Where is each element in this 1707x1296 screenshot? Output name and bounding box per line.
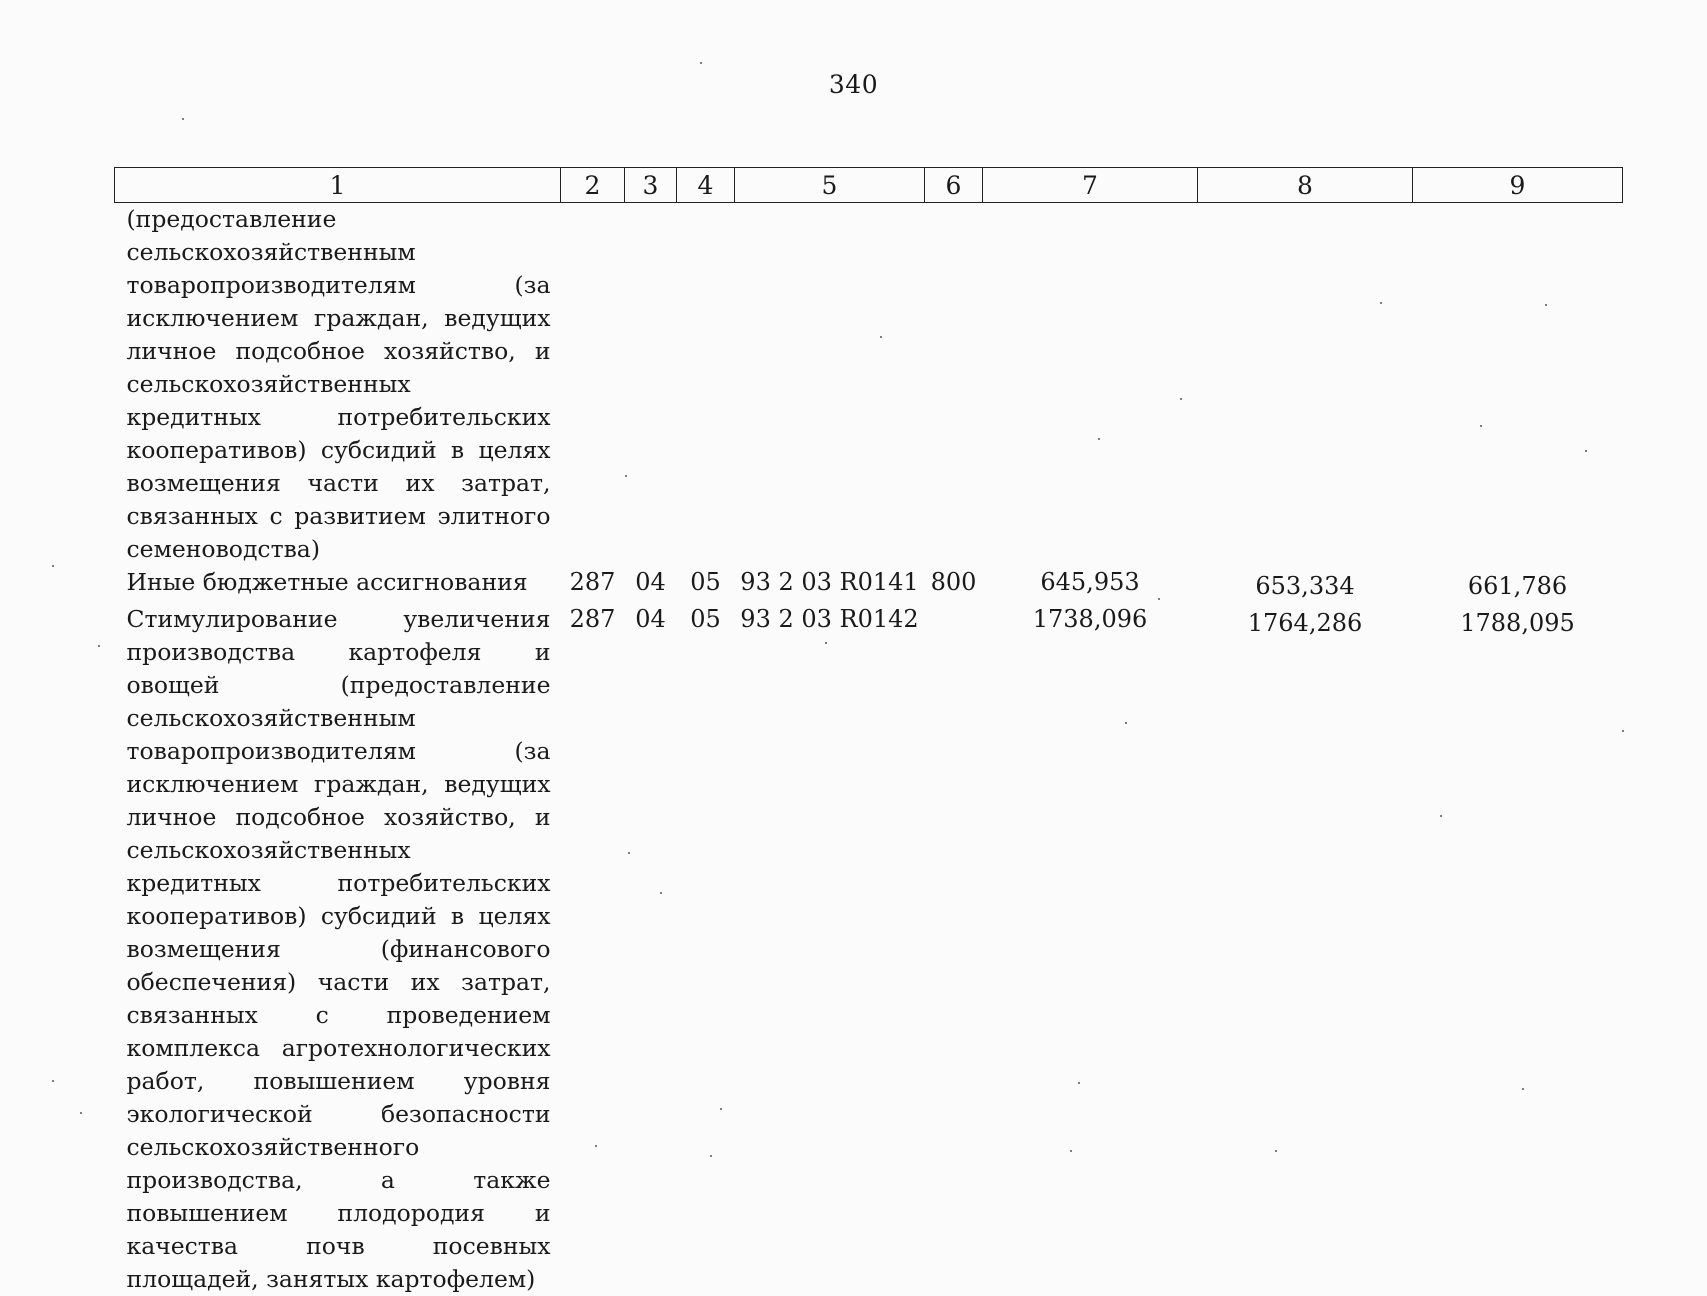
cell-col5: 93 2 03 R0141: [740, 568, 919, 596]
scan-speck: [1070, 1150, 1072, 1152]
cell-col3: 04: [635, 568, 666, 596]
scan-speck: [628, 852, 630, 854]
cell-col8: 653,334: [1255, 572, 1355, 600]
row-description: Стимулирование увеличения производства картофеля и овощей (предоставление сельскохозяйственным товаропроизводителям (за исключением граждан, ведущих личное подсобное хозяйство, и сельскохозяйственных кредитных потребительских кооперативов) субсидий в целях возмещения (финансового обеспечения) части их затрат, связанных с проведением комплекса агротехнологических работ, повышением уровня экологической безопасности сельскохозяйственного производства, а также повышением плодородия и качества почв посевных площадей, занятых картофелем): [126, 605, 551, 1293]
scan-speck: [625, 475, 627, 477]
table-row: [115, 203, 1623, 567]
cell-col2: [561, 203, 625, 567]
cell-col3: 04: [635, 605, 666, 633]
column-header: 3: [625, 168, 677, 203]
cell-col6: [925, 603, 983, 1296]
scan-speck: [52, 565, 54, 567]
scan-speck: [1078, 1082, 1080, 1084]
cell-col7: 1738,096: [1032, 605, 1148, 633]
cell-col3: [625, 203, 677, 567]
table-header-row: [115, 168, 1623, 203]
scan-speck: [710, 1155, 712, 1157]
scan-speck: [1440, 815, 1442, 817]
column-header: 1: [115, 168, 561, 203]
cell-col9: 1788,095: [1460, 609, 1575, 637]
scan-speck: [1380, 302, 1382, 304]
scan-speck: [1622, 730, 1624, 732]
scan-speck: [1098, 438, 1100, 440]
cell-col4: 05: [690, 568, 721, 596]
scan-speck: [1585, 450, 1587, 452]
scan-speck: [660, 892, 662, 894]
scan-speck: [1522, 1088, 1524, 1090]
cell-col8: [1198, 203, 1413, 567]
table-row: [115, 603, 1623, 1296]
cell-col7: 645,953: [1040, 568, 1140, 596]
cell-col7: [983, 203, 1198, 567]
scan-speck: [98, 645, 100, 647]
row-description: (предоставление сельскохозяйственным товаропроизводителям (за исключением граждан, ведущих личное подсобное хозяйство, и сельскохозяйственных кредитных потребительских кооперативов) субсидий в целях возмещения части их затрат, связанных с развитием элитного семеноводства): [126, 205, 551, 563]
cell-col6: 800: [930, 568, 977, 596]
page-number: 340: [828, 70, 879, 99]
budget-table: [114, 167, 1623, 1296]
scan-speck: [1545, 304, 1547, 306]
scan-speck: [1275, 1150, 1277, 1152]
cell-col5: 93 2 03 R0142: [740, 605, 919, 633]
scan-speck: [182, 118, 184, 120]
column-header: 5: [735, 168, 925, 203]
column-header: 6: [925, 168, 983, 203]
cell-col9: [1413, 203, 1623, 567]
column-header: 7: [983, 168, 1198, 203]
row-description: Иные бюджетные ассигнования: [126, 568, 528, 596]
column-header: 4: [677, 168, 735, 203]
cell-col4: 05: [690, 605, 721, 633]
column-header: 2: [561, 168, 625, 203]
scan-speck: [700, 62, 702, 64]
scan-speck: [825, 642, 827, 644]
scan-speck: [720, 1108, 722, 1110]
cell-col9: 661,786: [1467, 572, 1568, 600]
scan-speck: [1125, 722, 1127, 724]
column-header: 8: [1198, 168, 1413, 203]
column-header: 9: [1413, 168, 1623, 203]
cell-col2: 287: [569, 568, 616, 596]
scan-speck: [1180, 398, 1182, 400]
scan-speck: [1480, 425, 1482, 427]
table-row: [115, 566, 1623, 603]
cell-col5: [735, 203, 925, 567]
cell-col2: 287: [569, 605, 616, 633]
cell-col8: 1764,286: [1247, 609, 1363, 637]
scan-speck: [1158, 598, 1160, 600]
scan-speck: [80, 1112, 82, 1114]
cell-col4: [677, 203, 735, 567]
cell-col6: [925, 203, 983, 567]
scan-speck: [595, 1145, 597, 1147]
scan-speck: [52, 1080, 54, 1082]
scan-speck: [880, 336, 882, 338]
